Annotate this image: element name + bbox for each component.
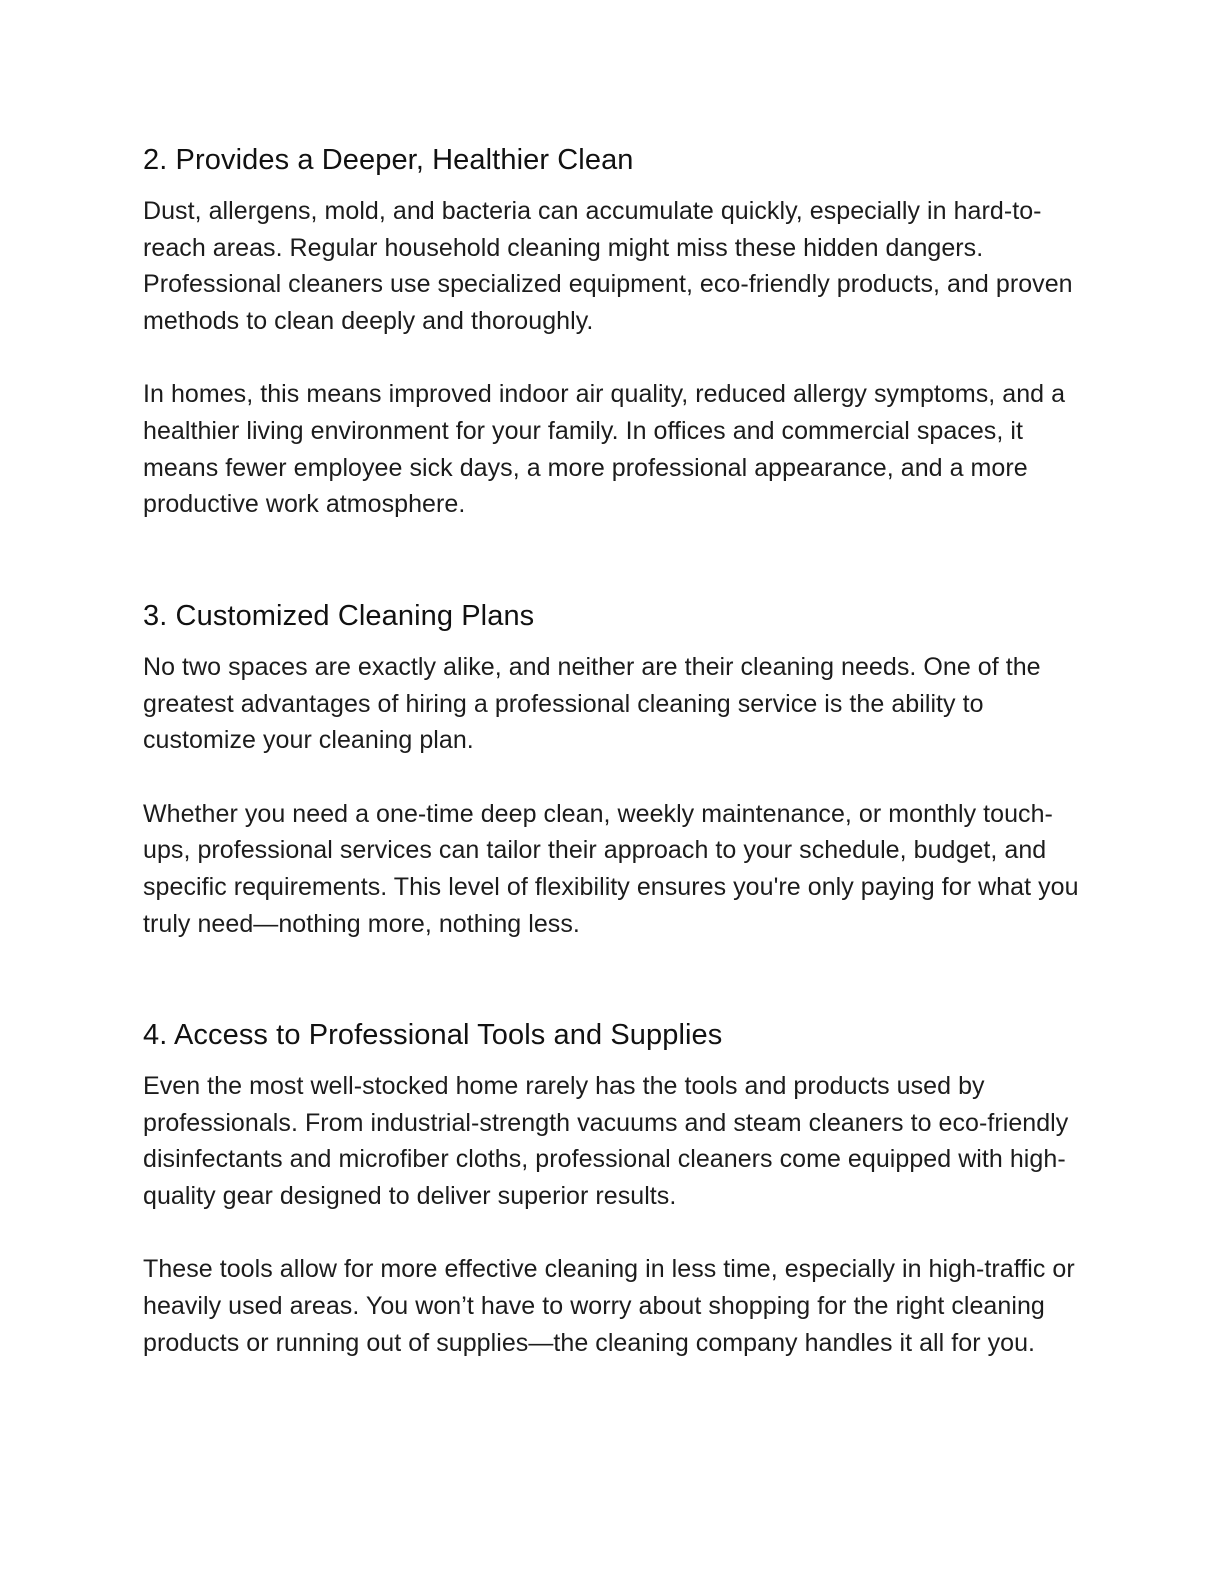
section-paragraph: No two spaces are exactly alike, and neither are their cleaning needs. One of the greatest advantages of hiring a professional cleaning service is the ability to customize your cleaning plan.: [143, 653, 1041, 755]
section-customized-cleaning-plans: [143, 598, 1083, 942]
section-paragraph: Dust, allergens, mold, and bacteria can accumulate quickly, especially in hard-to-reach areas. Regular household cleaning might miss these hidden dangers. Professional cleaners use specialized equipment, eco-friendly products, and proven methods to clean deeply and thoroughly.: [143, 197, 1073, 335]
section-paragraph: In homes, this means improved indoor air quality, reduced allergy symptoms, and a healthier living environment for your family. In offices and commercial spaces, it means fewer employee sick days, a more professional appearance, and a more productive work atmosphere.: [143, 380, 1066, 519]
section-paragraph: These tools allow for more effective cleaning in less time, especially in high-traffic or heavily used areas. You won’t have to worry about shopping for the right cleaning products or running out of supplies—the cleaning company handles it all for you.: [143, 1255, 1075, 1357]
section-professional-tools: [143, 1017, 1083, 1361]
section-deeper-healthier-clean: [143, 142, 1083, 523]
section-paragraph: Even the most well-stocked home rarely has the tools and products used by professionals. From industrial-strength vacuums and steam cleaners to eco-friendly disinfectants and microfiber cloths, professional cleaners come equipped with high-quality gear designed to deliver superior results.: [143, 1072, 1069, 1210]
section-heading: 2. Provides a Deeper, Healthier Clean: [143, 144, 634, 176]
section-paragraph: Whether you need a one-time deep clean, weekly maintenance, or monthly touch-ups, professional services can tailor their approach to your schedule, budget, and specific requirements. This level of flexibility ensures you're only paying for what you truly need—nothing more, nothing less.: [143, 799, 1079, 938]
section-heading: 3. Customized Cleaning Plans: [143, 600, 535, 632]
section-heading: 4. Access to Professional Tools and Supplies: [143, 1019, 723, 1051]
